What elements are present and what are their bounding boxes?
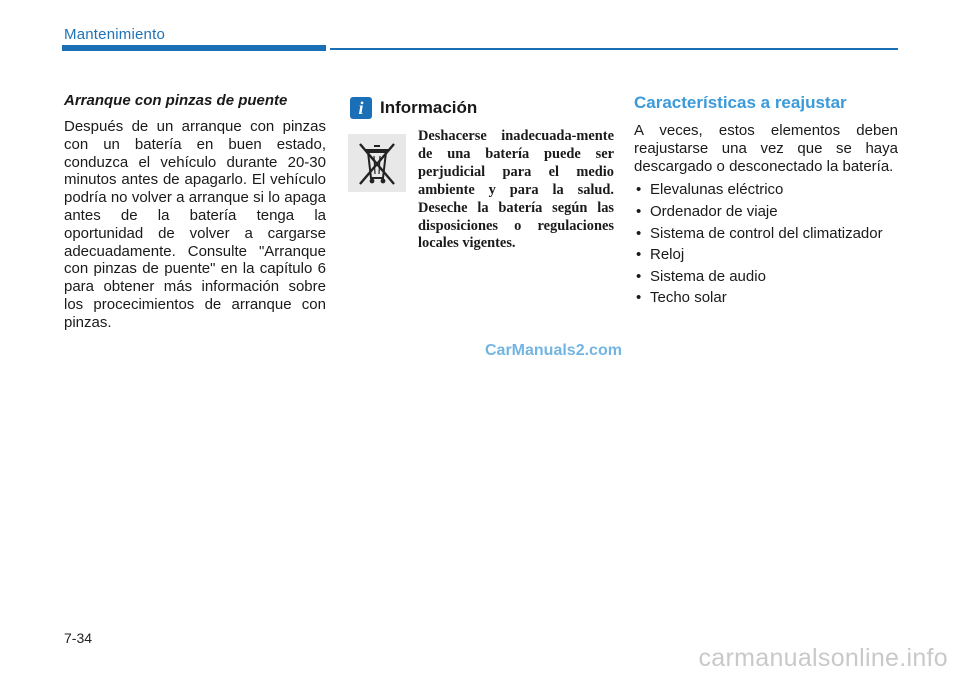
- list-item: • Sistema de control del climatizador: [636, 224, 883, 242]
- column-reset-features: [634, 93, 898, 311]
- bullet-icon: •: [636, 202, 642, 220]
- column-jump-start: [64, 92, 326, 332]
- bullet-icon: •: [636, 181, 642, 199]
- crossed-out-bin-icon: [348, 134, 406, 192]
- jump-start-heading: Arranque con pinzas de puente: [64, 92, 288, 109]
- info-header: [348, 96, 614, 120]
- bullet-icon: •: [636, 289, 642, 307]
- info-title: Información: [380, 98, 478, 117]
- reset-features-heading: Características a reajustar: [634, 93, 847, 112]
- list-item: • Sistema de audio: [636, 267, 766, 285]
- info-box: [348, 96, 614, 268]
- watermark: CarManuals2.com: [485, 342, 622, 359]
- reset-features-intro: A veces, estos elementos deben reajustarse una vez que se haya descargado o desconectado la batería.: [634, 122, 898, 175]
- header-rule-thick: [62, 45, 326, 51]
- list-item: • Reloj: [636, 246, 685, 264]
- header-rule-thin: [330, 48, 898, 50]
- section-title: Mantenimiento: [64, 26, 165, 43]
- bullet-icon: •: [636, 246, 642, 264]
- list-item: • Elevalunas eléctrico: [636, 181, 784, 199]
- footer-site-mark: carmanualsonline.info: [698, 644, 948, 672]
- bullet-icon: •: [636, 267, 642, 285]
- info-icon: i: [350, 97, 372, 119]
- list-item: • Ordenador de viaje: [636, 202, 778, 220]
- reset-features-list: [634, 181, 898, 306]
- bullet-icon: •: [636, 224, 642, 242]
- page-number: 7-34: [64, 630, 93, 646]
- list-item: • Techo solar: [636, 289, 727, 307]
- info-text: Deshacerse inadecuada-mente de una batería puede ser perjudicial para el medio ambiente y para la salud. Deseche la batería según las disposiciones o regulaciones locales vigentes.: [418, 128, 614, 252]
- info-body: [348, 128, 614, 268]
- jump-start-body: Después de un arranque con pinzas con un batería en buen estado, conduzca el vehículo durante 20-30 minutos antes de apagarlo. El vehículo podría no volver a arranque si lo apaga antes de la batería tenga la oportunidad de volver a cargarse adecuadamente. Consulte "Arranque con pinzas de puente" en la capítulo 6 para obtener más información sobre los procecimientos de arranque con pinzas.: [64, 118, 326, 331]
